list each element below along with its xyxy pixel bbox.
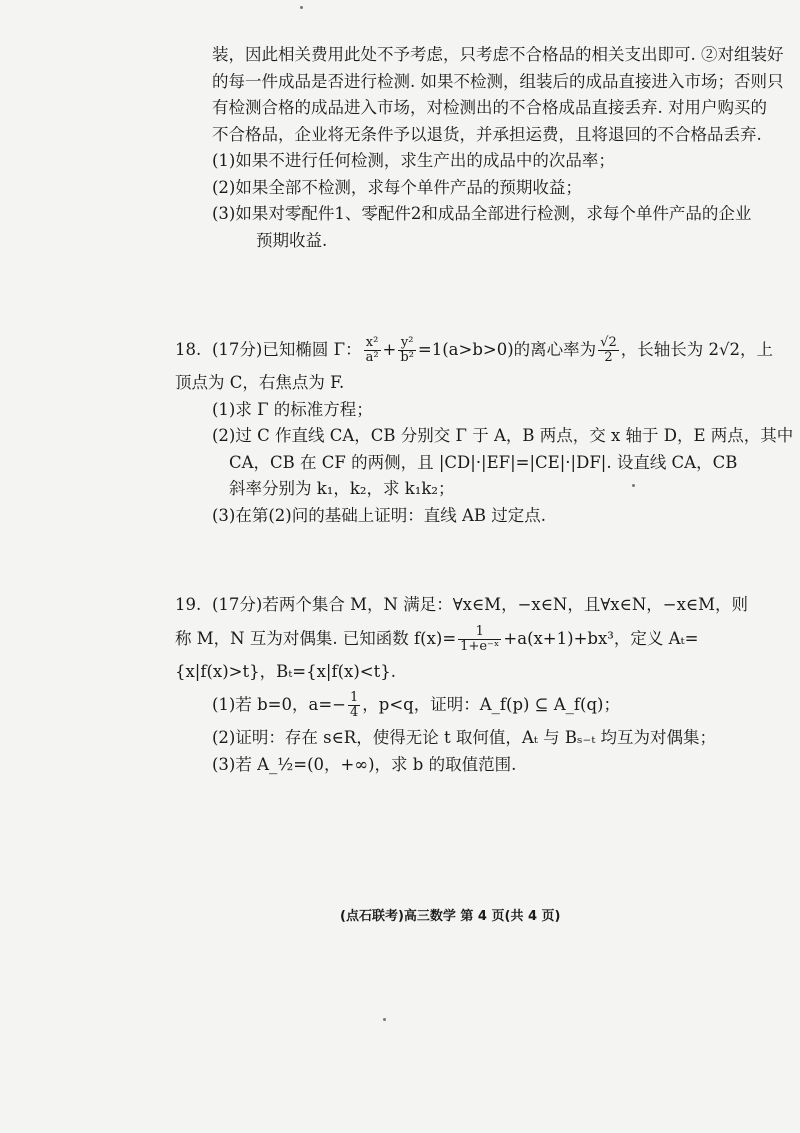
- frac-numerator: x²: [365, 335, 379, 350]
- question-19-block: [175, 592, 749, 778]
- question-18-block: [175, 330, 794, 529]
- q17-line-2: 的每一件成品是否进行检测. 如果不检测，组装后的成品直接进入市场；否则只: [212, 71, 784, 91]
- question-17-block: [212, 42, 784, 254]
- plus-sign: +: [382, 340, 397, 359]
- q18-line-2: 顶点为 C，右焦点为 F.: [175, 373, 345, 392]
- fraction-eccentricity: [598, 336, 619, 365]
- scan-speck: [300, 6, 303, 9]
- q19-function-rest: +a(x+1)+bx³，定义 Aₜ=: [503, 628, 699, 648]
- q17-sub-1: (1)如果不进行任何检测，求生产出的成品中的次品率；: [212, 151, 615, 170]
- frac-denominator: 2: [598, 350, 619, 365]
- q18-condition: =1(a>b>0)的离心率为: [417, 340, 597, 359]
- q18-axis-length: ，长轴长为 2√2，上: [620, 340, 773, 359]
- q19-line-3: {x|f(x)>t}，Bₜ={x|f(x)<t}.: [175, 661, 396, 681]
- q18-line-1: [175, 330, 773, 370]
- frac-numerator: y²: [400, 335, 414, 350]
- q18-sub-1: (1)求 Γ 的标准方程；: [212, 399, 373, 419]
- q18-sub-3: (3)在第(2)问的基础上证明：直线 AB 过定点.: [212, 505, 547, 525]
- q17-line-3: 有检测合格的成品进入市场，对检测出的不合格成品直接丢弃. 对用户购买的: [212, 98, 767, 117]
- q19-intro: (17分)若两个集合 M，N 满足：∀x∈M，−x∈N，且∀x∈N，−x∈M，则: [212, 595, 749, 614]
- frac-denominator: a²: [365, 350, 379, 365]
- scan-speck: [632, 484, 635, 487]
- frac-numerator: 1: [475, 623, 484, 639]
- q19-line-2: [175, 619, 745, 659]
- q18-sub-2-cont-2: 斜率分别为 k₁，k₂，求 k₁k₂；: [229, 479, 455, 498]
- q17-line-4: 不合格品，企业将无条件予以退货，并承担运费，且将退回的不合格品丢弃.: [212, 124, 762, 144]
- q19-sub-1: [175, 685, 745, 725]
- q18-intro: (17分)已知椭圆 Γ：: [212, 340, 362, 359]
- fraction-y2-b2: [398, 336, 416, 365]
- scan-speck: [383, 1018, 386, 1021]
- q17-sub-3-cont: 预期收益.: [256, 230, 328, 250]
- q17-sub-3: (3)如果对零配件1、零配件2和成品全部进行检测，求每个单件产品的企业: [212, 204, 752, 223]
- frac-denominator: 1+e⁻ˣ: [460, 638, 500, 654]
- frac-numerator: √2: [600, 335, 617, 350]
- q19-line-1: [175, 592, 749, 619]
- frac-denominator: 4: [350, 705, 359, 720]
- fraction-one-quarter: [348, 691, 360, 720]
- q19-sub-3: (3)若 A_½=(0，+∞)，求 b 的取值范围.: [212, 754, 517, 774]
- q19-sub-2: (2)证明：存在 s∈R，使得无论 t 取何值，Aₜ 与 Bₛ₋ₜ 均互为对偶集；: [212, 728, 717, 747]
- page-footer: (点石联考)高三数学 第 4 页(共 4 页): [340, 909, 561, 924]
- frac-numerator: 1: [350, 690, 359, 705]
- frac-denominator: b²: [400, 350, 414, 365]
- q19-sub-1-b: ，p<q，证明：A_f(p) ⊆ A_f(q)；: [362, 695, 620, 714]
- fraction-logistic: [458, 625, 501, 654]
- q18-sub-2-cont-1: CA，CB 在 CF 的两侧，且 |CD|·|EF|=|CE|·|DF|. 设直线 CA，CB: [229, 452, 738, 472]
- q19-function-def: 称 M，N 互为对偶集. 已知函数 f(x)=: [175, 628, 457, 648]
- q17-sub-2: (2)如果全部不检测，求每个单件产品的预期收益；: [212, 177, 582, 197]
- q19-number: 19.: [175, 595, 202, 614]
- q18-sub-2: (2)过 C 作直线 CA，CB 分别交 Γ 于 A，B 两点，交 x 轴于 D，E 两点，其中: [212, 426, 794, 445]
- q18-number: 18.: [175, 340, 202, 359]
- fraction-x2-a2: [364, 336, 381, 365]
- q17-line-1: 装，因此相关费用此处不予考虑，只考虑不合格品的相关支出即可. ②对组装好: [212, 45, 784, 64]
- q19-sub-1-a: (1)若 b=0，a=−: [212, 695, 346, 714]
